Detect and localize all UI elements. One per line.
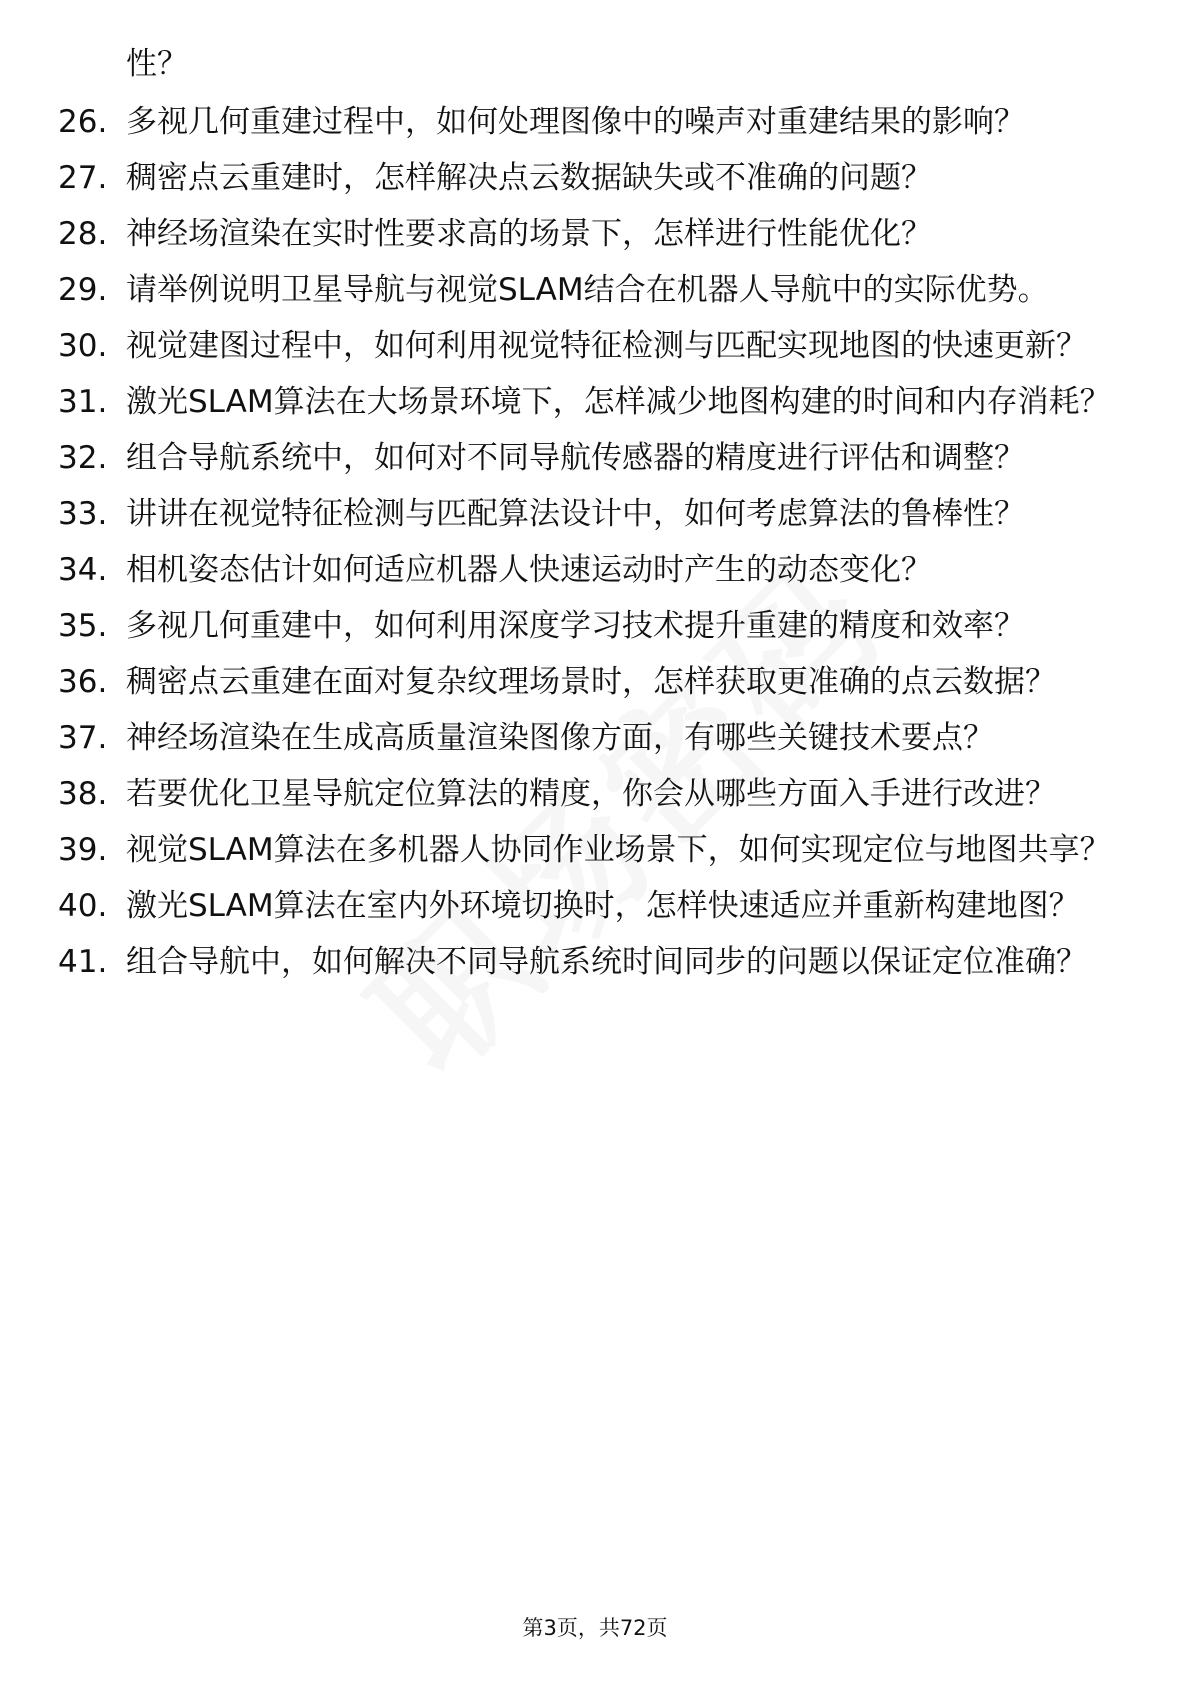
question-item-40 [58, 886, 1128, 926]
question-text: 视觉建图过程中，如何利用视觉特征检测与匹配实现地图的快速更新？ [126, 328, 1087, 364]
question-item-39 [58, 830, 1128, 870]
question-number: 40. [58, 888, 108, 924]
question-number: 29. [58, 272, 108, 308]
question-number: 26. [58, 104, 108, 140]
question-number: 36. [58, 664, 108, 700]
question-text: 激光SLAM算法在室内外环境切换时，怎样快速适应并重新构建地图？ [126, 888, 1080, 924]
question-item-30 [58, 326, 1128, 366]
question-text: 若要优化卫星导航定位算法的精度，你会从哪些方面入手进行改进？ [126, 776, 1056, 812]
question-text: 神经场渲染在实时性要求高的场景下，怎样进行性能优化？ [126, 216, 932, 252]
question-text: 多视几何重建过程中，如何处理图像中的噪声对重建结果的影响？ [126, 104, 1025, 140]
question-number: 27. [58, 160, 108, 196]
question-text: 多视几何重建中，如何利用深度学习技术提升重建的精度和效率？ [126, 608, 1025, 644]
question-text: 激光SLAM算法在大场景环境下，怎样减少地图构建的时间和内存消耗？ [126, 384, 1111, 420]
question-item-41 [58, 942, 1128, 982]
question-item-34 [58, 550, 1128, 590]
page-footer: 第3页，共72页 [522, 1616, 668, 1640]
question-item-28 [58, 214, 1128, 254]
question-list [58, 44, 1128, 998]
question-text: 稠密点云重建在面对复杂纹理场景时，怎样获取更准确的点云数据？ [126, 664, 1056, 700]
continued-question [58, 44, 1128, 84]
question-item-38 [58, 774, 1128, 814]
question-number: 34. [58, 552, 108, 588]
question-item-27 [58, 158, 1128, 198]
question-item-26 [58, 102, 1128, 142]
question-number: 38. [58, 776, 108, 812]
question-number: 28. [58, 216, 108, 252]
question-text: 讲讲在视觉特征检测与匹配算法设计中，如何考虑算法的鲁棒性？ [126, 496, 1025, 532]
question-text: 稠密点云重建时，怎样解决点云数据缺失或不准确的问题？ [126, 160, 932, 196]
question-number: 32. [58, 440, 108, 476]
question-number: 30. [58, 328, 108, 364]
question-number: 41. [58, 944, 108, 980]
question-text: 组合导航系统中，如何对不同导航传感器的精度进行评估和调整？ [126, 440, 1025, 476]
question-number: 39. [58, 832, 108, 868]
question-text: 性？ [126, 46, 188, 82]
question-item-32 [58, 438, 1128, 478]
question-text: 视觉SLAM算法在多机器人协同作业场景下，如何实现定位与地图共享？ [126, 832, 1111, 868]
question-item-35 [58, 606, 1128, 646]
question-text: 组合导航中，如何解决不同导航系统时间同步的问题以保证定位准确？ [126, 944, 1087, 980]
question-item-31 [58, 382, 1128, 422]
question-number: 33. [58, 496, 108, 532]
question-text: 神经场渲染在生成高质量渲染图像方面，有哪些关键技术要点？ [126, 720, 994, 756]
question-item-37 [58, 718, 1128, 758]
question-number: 31. [58, 384, 108, 420]
question-item-36 [58, 662, 1128, 702]
question-number: 37. [58, 720, 108, 756]
question-number: 35. [58, 608, 108, 644]
question-item-29 [58, 270, 1128, 310]
question-text: 请举例说明卫星导航与视觉SLAM结合在机器人导航中的实际优势。 [126, 272, 1049, 308]
question-text: 相机姿态估计如何适应机器人快速运动时产生的动态变化？ [126, 552, 932, 588]
question-item-33 [58, 494, 1128, 534]
